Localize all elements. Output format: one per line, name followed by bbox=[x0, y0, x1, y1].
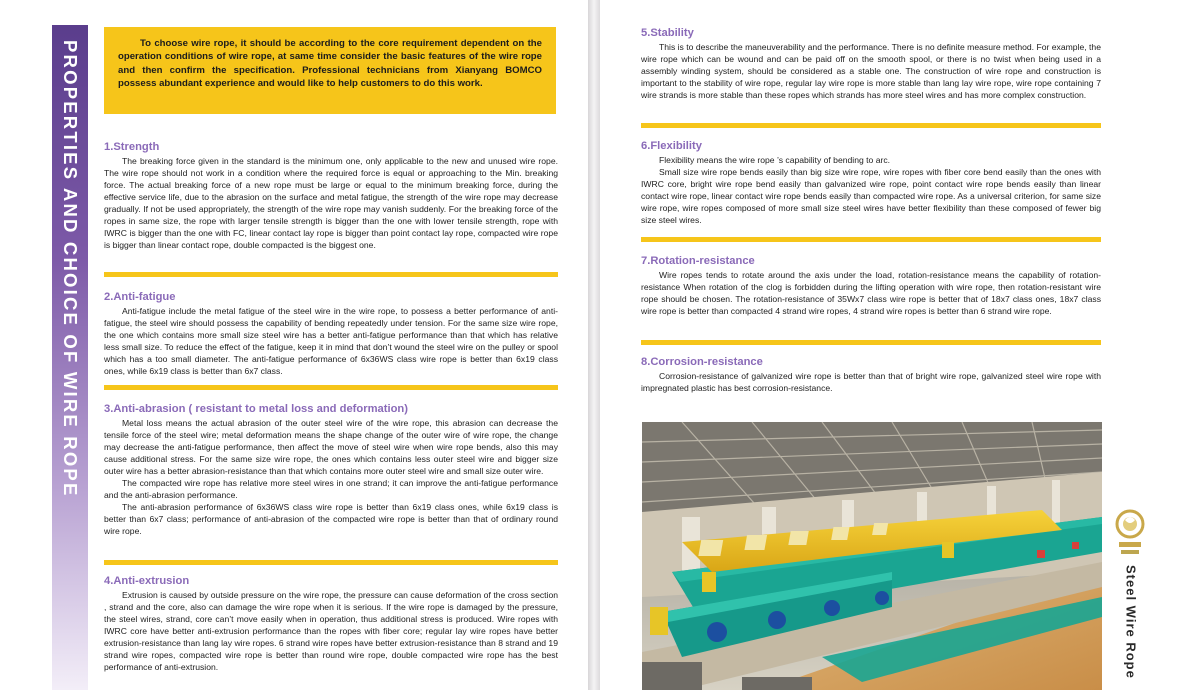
intro-text: To choose wire rope, it should be according to the core requirement dependent on the operation conditions of wire rope, at same time consider the basic features of the wire rope and then confirm the specification. Professional technicians from Xianyang BOMCO possess abundant experience and would like to help customers to do this work. bbox=[118, 38, 542, 89]
section-corrosion-resistance bbox=[641, 355, 1101, 394]
section-divider bbox=[104, 272, 558, 277]
section-paragraph: Extrusion is caused by outside pressure on the wire rope, the pressure can cause deformation of the cross section , strand and the core, also can damage the wire rope when it is serious. If the wire rope is damaged by the pressure, the steel wires, strand, core can’t move easily when in operation, thus additional stress is produced. Wire ropes with IWRC core have better anti-extrusion performance than the ropes with fiber core; regular lay wire ropes have better extrusion-resistance than lang lay wire ropes. 6 strand wire ropes have better extrusion-resistance than 8 strand and 19 strand wire ropes, compacted wire rope is better than round wire rope, double compacted wire rope has the best performance of anti-extrusion. bbox=[104, 590, 558, 672]
section-divider bbox=[641, 123, 1101, 128]
section-paragraph: Flexibility means the wire rope ’s capability of bending to arc. bbox=[659, 155, 891, 165]
side-title: PROPERTIES AND CHOICE OF WIRE ROPE bbox=[60, 40, 81, 498]
section-divider bbox=[641, 237, 1101, 242]
section-anti-extrusion bbox=[104, 574, 558, 673]
section-title: 1.Strength bbox=[104, 141, 160, 153]
section-anti-fatigue bbox=[104, 290, 558, 377]
section-anti-abrasion bbox=[104, 402, 558, 537]
section-paragraph: Metal loss means the actual abrasion of the outer steel wire of the wire rope, this abrasion can decrease the tensile force of the steel wire; metal deformation means the shape change of the outer wire of wire rope, the change may decrease the anti-fatigue performance, then affect the move of steel wire when wire rope bends, also this may cause additional stress. For the same size wire rope, the ones which contains less outer steel wire and bigger size outer wire has a better abrasion-resistance than that which contains more outer steel wire and small size outer wire. bbox=[104, 418, 558, 476]
section-paragraph: The breaking force given in the standard is the minimum one, only applicable to the new and unused wire rope. The wire rope should not work in a condition where the required force is equal or approaching to the Min. breaking force. The actual breaking force of a new rope must be large or equal to the minimum breaking force, during the effective service life, due to the abrasion on the surface and metal fatigue, the strength of the wire rope may decrease gradually. If not be used appropriately, the strength of the wire rope may vanish suddenly. For the breaking force of the ropes in same size, the rope with larger tensile strength is bigger than the one with lower tensile strength, rope with IWRC is bigger than the one with FC, linear contact lay rope is bigger than point contact lay rope, compacted wire rope is bigger than linear contact rope, double compacted is the biggest one. bbox=[104, 156, 558, 250]
section-stability bbox=[641, 26, 1101, 101]
intro-box bbox=[104, 27, 556, 114]
section-paragraph: Anti-fatigue include the metal fatigue of the steel wire in the wire rope, to possess a better performance of anti-fatigue, the steel wire should possess the capability of bending repeatedly under tension. For the same size wire rope, the one which contains more small size steel wire has a better anti-fatigue performance than that which has relative less small size. To reduce the effect of the fatigue, keep it in mind that don’t wound the steel wire on the pulley or spool which has a too small diameter. The anti-fatigue performance of 6x36WS class wire rope is better than 6x19 class ones, while 6x19 class is better than 6x7 class. bbox=[104, 306, 558, 376]
section-title: 4.Anti-extrusion bbox=[104, 575, 190, 587]
section-rotation-resistance bbox=[641, 254, 1101, 317]
section-paragraph: Corrosion-resistance of galvanized wire rope is better than that of bright wire rope, galvanized steel wire rope with impregnated plastic has best corrosion-resistance. bbox=[641, 371, 1101, 393]
section-title: 8.Corrosion-resistance bbox=[641, 356, 763, 368]
section-strength bbox=[104, 140, 558, 251]
section-paragraph: Small size wire rope bends easily than big size wire rope, wire ropes with fiber core bend easily than the ones with IWRC core, bright wire rope bend easily than galvanized wire rope, point contact wire rope bends easily than linear contact wire rope, linear contact wire rope bends easily than compacted wire rope. As a universal criterion, for same size wire rope, wire ropes composed of more small size steel wires have better flexibility than these composed of fewer big size steel wires. bbox=[641, 167, 1101, 225]
left-page bbox=[0, 0, 588, 690]
section-divider bbox=[104, 560, 558, 565]
brand-logo-icon bbox=[1115, 508, 1145, 560]
section-paragraph: Wire ropes tends to rotate around the axis under the load, rotation-resistance means the capability of rotation-resistance When rotation of the clog is forbidden during the lifting operation with wire rope, then rotation-resistant wire rope should be chosen. The rotation-resistance of 35Wx7 class wire rope is better that of 18x7 class ones, 18x7 class wire rope is better than compacted 4 strand wire ropes, 4 strand wire ropes is better than 6 strand wire rope. bbox=[641, 270, 1101, 316]
section-title: 5.Stability bbox=[641, 27, 694, 39]
section-flexibility bbox=[641, 139, 1101, 226]
section-paragraph: The anti-abrasion performance of 6x36WS class wire rope is better than 6x19 class ones, while 6x19 class is better than 6x7 class; performance of anti-abrasion of the compacted wire rope is better than that of ordinary round wire rope. bbox=[104, 502, 558, 536]
page-gutter bbox=[588, 0, 600, 690]
section-title: 7.Rotation-resistance bbox=[641, 255, 755, 267]
section-title: 6.Flexibility bbox=[641, 140, 702, 152]
section-title: 2.Anti-fatigue bbox=[104, 291, 176, 303]
right-page bbox=[600, 0, 1200, 690]
section-paragraph: The compacted wire rope has relative more steel wires in one strand; it can improve the anti-fatigue performance and the anti-abrasion performance. bbox=[104, 478, 558, 500]
section-divider bbox=[641, 340, 1101, 345]
section-paragraph: This is to describe the maneuverability and the performance. There is no definite measure method. For example, the wire rope which can be wound and can be paid off on the smooth spool, or there is no twist when being used in a assembly winding system, should be considered as a stable one. The construction of wire rope and construction is important to the stability of wire rope, regular lay wire rope is more stable than lang lay wire rope, wire rope containing 7 wire strands is more stable than these ropes which strands has more steel wires and has more complex construction. bbox=[641, 42, 1101, 100]
factory-photo bbox=[642, 422, 1102, 690]
brand-name: Steel Wire Rope bbox=[1123, 565, 1139, 679]
section-divider bbox=[104, 385, 558, 390]
section-title: 3.Anti-abrasion ( resistant to metal loss and deformation) bbox=[104, 403, 408, 415]
